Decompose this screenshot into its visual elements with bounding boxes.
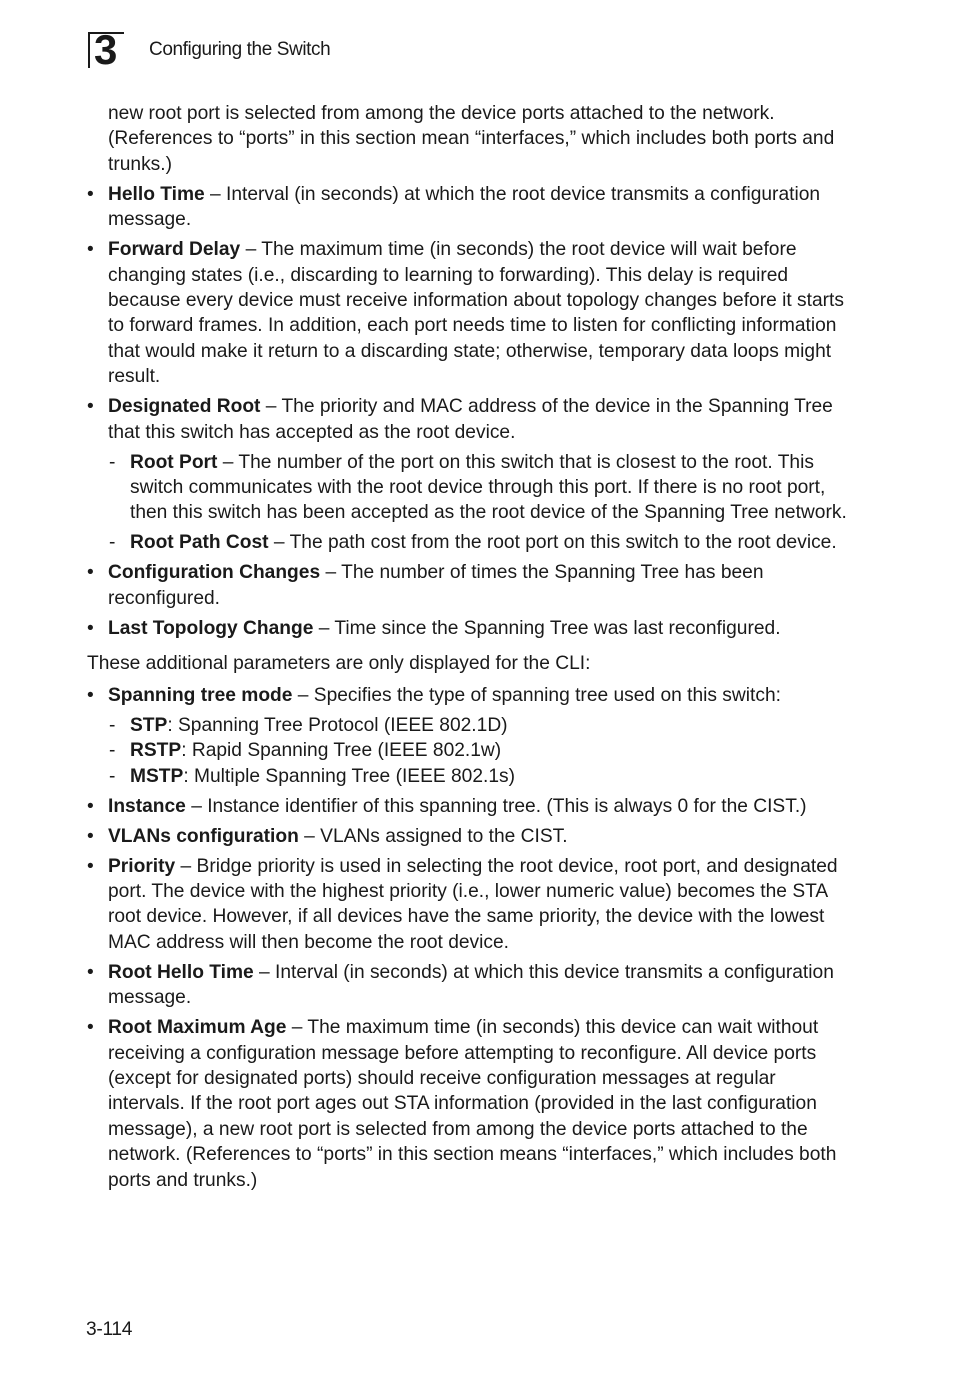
item-term: Forward Delay <box>108 239 241 261</box>
bullet-icon: • <box>87 617 94 639</box>
item-desc: – The maximum time (in seconds) the root device will wait before changing states (i.e., discarding to learning to forwarding). This delay is required because every device must receive information about topology changes before it starts to forward frames. In addition, each port needs time to listen for conflicting information that would make it return to a discarding state; otherwise, temporary data loops might result. <box>108 239 844 388</box>
item-desc: : Rapid Spanning Tree (IEEE 802.1w) <box>181 740 502 762</box>
sub-list-item <box>87 450 857 526</box>
item-term: Root Hello Time <box>108 961 254 983</box>
item-desc: – The number of the port on this switch that is closest to the root. This switch communicates with the root device through this port. If there is no root port, then this switch has been accepted as the root device of the Spanning Tree network. <box>130 451 847 524</box>
list-item <box>87 794 857 819</box>
lead-paragraph: new root port is selected from among the device ports attached to the network. (References to “ports” in this section mean “interfaces,” which includes both ports and trunks.) <box>108 103 835 175</box>
chapter-number: 3 <box>94 26 118 73</box>
list-item <box>87 960 857 1011</box>
item-desc: – Instance identifier of this spanning tree. (This is always 0 for the CIST.) <box>185 795 807 817</box>
sub-list-item <box>87 738 857 763</box>
item-term: Last Topology Change <box>108 617 314 639</box>
bullet-icon: • <box>87 183 94 205</box>
bullet-icon: • <box>87 795 94 817</box>
page-number: 3-114 <box>86 1319 133 1340</box>
sub-list-item <box>87 713 857 738</box>
dash-icon: - <box>109 451 116 473</box>
item-desc: – Specifies the type of spanning tree used on this switch: <box>292 684 781 706</box>
item-desc: – The path cost from the root port on this switch to the root device. <box>268 532 837 554</box>
bullet-icon: • <box>87 961 94 983</box>
list-item <box>87 683 857 708</box>
item-desc: – The priority and MAC address of the device in the Spanning Tree that this switch has accepted as the root device. <box>108 396 833 443</box>
item-term: Root Path Cost <box>130 532 269 554</box>
list-item <box>87 394 857 445</box>
item-term: Priority <box>108 855 176 877</box>
dash-icon: - <box>109 740 116 762</box>
item-term: Spanning tree mode <box>108 684 293 706</box>
bullet-icon: • <box>87 855 94 877</box>
list-item <box>87 237 857 389</box>
dash-icon: - <box>109 765 116 787</box>
bullet-icon: • <box>87 1017 94 1039</box>
item-desc: – VLANs assigned to the CIST. <box>298 825 568 847</box>
list-item <box>87 824 857 849</box>
item-term: Hello Time <box>108 183 205 205</box>
item-term: MSTP <box>130 765 184 787</box>
dash-icon: - <box>109 532 116 554</box>
item-term: VLANs configuration <box>108 825 299 847</box>
item-desc: : Multiple Spanning Tree (IEEE 802.1s) <box>183 765 516 787</box>
body-content <box>87 101 857 1193</box>
bullet-icon: • <box>87 562 94 584</box>
cli-intro-paragraph: These additional parameters are only displayed for the CLI: <box>87 653 591 675</box>
list-item <box>87 182 857 233</box>
item-term: STP <box>130 714 168 736</box>
item-desc: – Interval (in seconds) at which this device transmits a configuration message. <box>108 961 834 1009</box>
chapter-title: Configuring the Switch <box>149 39 331 60</box>
list-item <box>87 616 857 641</box>
item-term: Designated Root <box>108 396 261 418</box>
list-item <box>87 854 857 956</box>
parameter-list-2 <box>87 683 857 1193</box>
item-desc: – The number of times the Spanning Tree has been reconfigured. <box>108 562 764 609</box>
item-desc: – Bridge priority is used in selecting the root device, root port, and designated port. The device with the highest priority (i.e., lower numeric value) becomes the STA root device. However, if all devices have the same priority, the device with the lowest MAC address will then become the root device. <box>108 855 838 953</box>
sub-list-item <box>87 530 857 555</box>
item-term: RSTP <box>130 740 182 762</box>
bullet-icon: • <box>87 396 94 418</box>
bullet-icon: • <box>87 684 94 706</box>
parameter-list-1 <box>87 182 857 641</box>
item-desc: – The maximum time (in seconds) this device can wait without receiving a configuration message before attempting to reconfigure. All device ports (except for designated ports) should receive configuration messages at regular intervals. If the root port ages out STA information (provided in the last configuration message), a new root port is selected from among the device ports attached to the network. (References to “ports” in this section means “interfaces,” which includes both ports and trunks.) <box>108 1017 837 1191</box>
bullet-icon: • <box>87 239 94 261</box>
item-term: Instance <box>108 795 186 817</box>
item-desc: – Interval (in seconds) at which the root device transmits a configuration message. <box>108 183 821 231</box>
item-term: Root Port <box>130 451 218 473</box>
list-item <box>87 560 857 611</box>
dash-icon: - <box>109 714 116 736</box>
bullet-icon: • <box>87 825 94 847</box>
sub-list-item <box>87 764 857 789</box>
item-term: Root Maximum Age <box>108 1017 287 1039</box>
item-desc: : Spanning Tree Protocol (IEEE 802.1D) <box>167 714 508 736</box>
list-item <box>87 1015 857 1193</box>
item-desc: – Time since the Spanning Tree was last reconfigured. <box>313 617 781 639</box>
item-term: Configuration Changes <box>108 562 321 584</box>
